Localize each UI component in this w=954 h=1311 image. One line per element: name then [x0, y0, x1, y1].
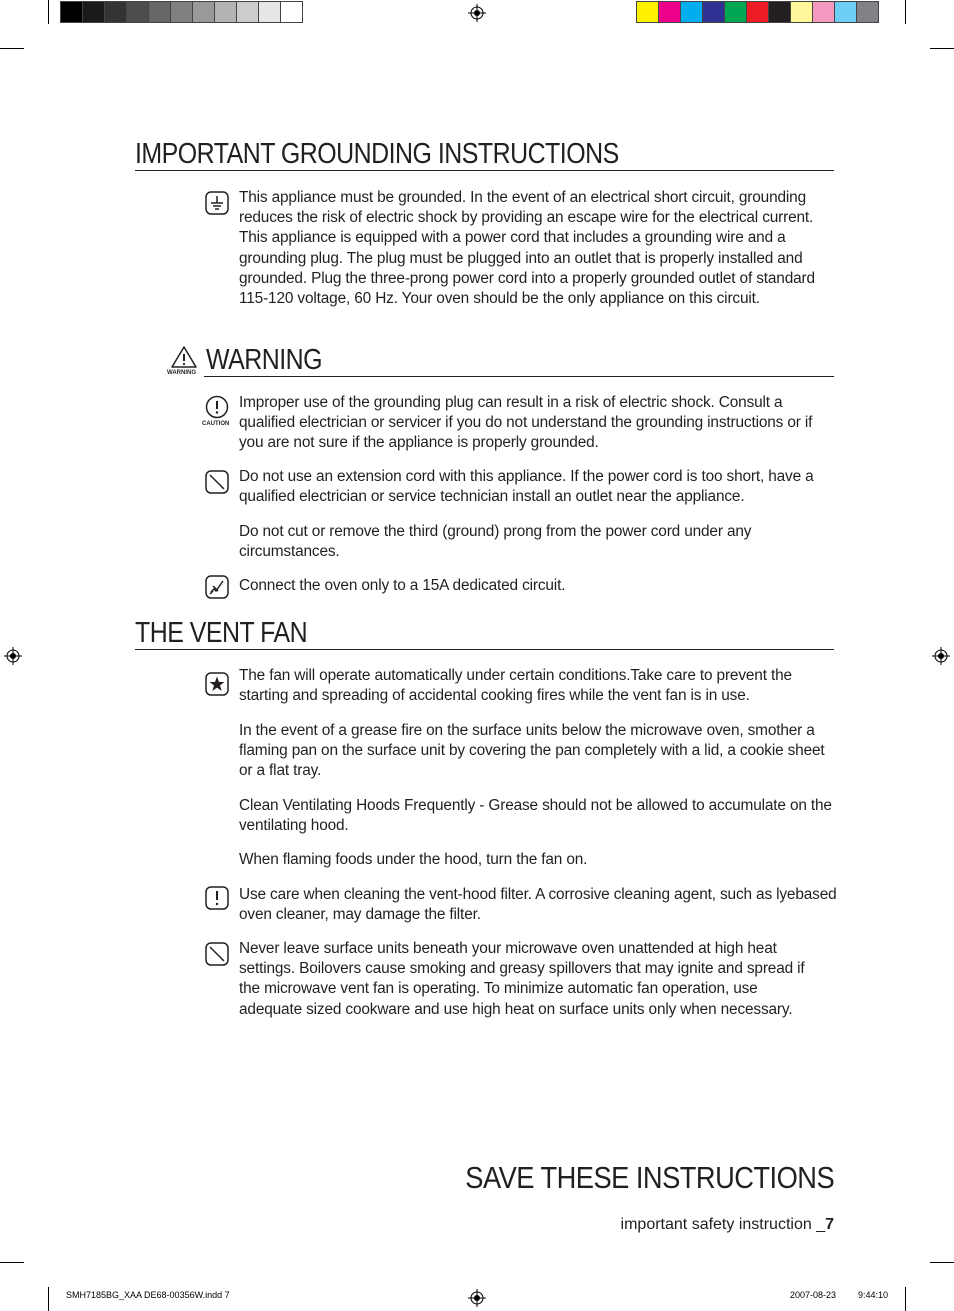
color-swatch — [834, 1, 857, 23]
crop-mark — [905, 1287, 906, 1311]
color-swatch — [812, 1, 835, 23]
vent-fan-item: Clean Ventilating Hoods Frequently - Grease should not be allowed to accumulate on the ventilating hood. — [239, 797, 832, 835]
page-number: 7 — [825, 1216, 834, 1233]
color-swatch — [658, 1, 681, 23]
vent-fan-item: The fan will operate automatically under certain conditions.Take care to prevent the starting and spreading of accidental cooking fires while the vent fan is in use. — [239, 667, 792, 705]
registration-mark-icon — [4, 647, 22, 665]
color-swatch — [636, 1, 659, 23]
warning-item: Do not use an extension cord with this appliance. If the power cord is too short, have a qualified electrician or service technician install an outlet near the appliance. — [239, 468, 814, 506]
warning-item: Connect the oven only to a 15A dedicated circuit. — [239, 577, 566, 594]
caution-tag: CAUTION — [202, 421, 230, 427]
footer-section-label: important safety instruction _ — [620, 1216, 826, 1233]
heading-rule — [204, 376, 834, 377]
color-swatch — [126, 1, 149, 23]
crop-mark — [48, 1287, 49, 1311]
registration-mark-icon — [932, 647, 950, 665]
color-swatch — [170, 1, 193, 23]
color-swatch — [60, 1, 83, 23]
vent-fan-item: When flaming foods under the hood, turn the fan on. — [239, 851, 588, 868]
color-swatch — [148, 1, 171, 23]
color-swatch — [82, 1, 105, 23]
slug-date: 2007-08-23 — [790, 1290, 837, 1300]
crop-mark — [0, 48, 24, 49]
crop-mark — [0, 1262, 24, 1263]
color-swatch — [724, 1, 747, 23]
warning-triangle-icon — [170, 345, 198, 369]
color-swatch — [280, 1, 303, 23]
caution-icon — [205, 395, 229, 419]
color-swatch — [214, 1, 237, 23]
prohibited-icon — [205, 942, 229, 966]
registration-mark-icon — [468, 4, 486, 22]
prohibited-icon — [205, 470, 229, 494]
ground-icon — [205, 191, 229, 215]
vent-fan-item: In the event of a grease fire on the surface units below the microwave oven, smother a flaming pan on the surface unit by covering the pan completely with a lid, a cookie sheet or a flat tray. — [239, 722, 825, 780]
warning-heading — [166, 341, 834, 377]
save-instructions-heading: SAVE THESE INSTRUCTIONS — [465, 1160, 834, 1195]
crop-mark — [930, 48, 954, 49]
warning-item: Improper use of the grounding plug can result in a risk of electric shock. Consult a qualified electrician or servicer if you do not understand the grounding instructions or if you are not sure if the appliance is properly grounded. — [239, 394, 813, 452]
color-swatch — [104, 1, 127, 23]
color-swatch — [236, 1, 259, 23]
section-heading-vent-fan — [135, 617, 834, 650]
process-color-bar — [636, 1, 878, 23]
crop-mark — [48, 0, 49, 24]
crop-mark — [930, 1262, 954, 1263]
color-swatch — [856, 1, 879, 23]
warning-tag: WARNING — [167, 370, 196, 376]
registration-mark-icon — [468, 1289, 486, 1307]
vent-fan-item: Use care when cleaning the vent-hood filter. A corrosive cleaning agent, such as lyebased oven cleaner, may damage the filter. — [239, 886, 837, 924]
grounding-paragraph: This appliance must be grounded. In the event of an electrical short circuit, grounding reduces the risk of electric shock by providing an escape wire for the electrical current. This appliance is equipped with a power cord that includes a grounding wire and a grounding plug. The plug must be plugged into an outlet that is properly installed and grounded. Plug the three-prong power cord into a properly grounded outlet of standard 115-120 voltage, 60 Hz. Your oven should be the only appliance on this circuit. — [239, 189, 815, 308]
star-note-icon — [205, 672, 229, 696]
section-heading-grounding — [135, 138, 834, 171]
color-swatch — [746, 1, 769, 23]
slug-time: 9:44:10 — [858, 1290, 889, 1300]
crop-mark — [905, 0, 906, 24]
color-swatch — [680, 1, 703, 23]
color-swatch — [258, 1, 281, 23]
exclamation-icon — [205, 886, 229, 910]
grayscale-color-bar — [60, 1, 302, 23]
heading-text: IMPORTANT GROUNDING INSTRUCTIONS — [135, 138, 619, 170]
heading-text: THE VENT FAN — [135, 617, 308, 649]
color-swatch — [768, 1, 791, 23]
warning-item: Do not cut or remove the third (ground) prong from the power cord under any circumstances. — [239, 523, 752, 561]
color-swatch — [192, 1, 215, 23]
color-swatch — [702, 1, 725, 23]
warning-title: WARNING — [206, 344, 323, 376]
slug-filename: SMH7185BG_XAA DE68-00356W.indd 7 — [66, 1290, 230, 1300]
vent-fan-item: Never leave surface units beneath your microwave oven unattended at high heat settings. Boilovers cause smoking and greasy spillovers that may ignite and spread if the microwave vent fan is operating. To minimize automatic fan operation, use adequate sized cookware and use high heat on surface units only when necessary. — [239, 940, 805, 1018]
page-footer — [621, 1216, 834, 1234]
plug-connect-icon — [205, 575, 229, 599]
color-swatch — [790, 1, 813, 23]
